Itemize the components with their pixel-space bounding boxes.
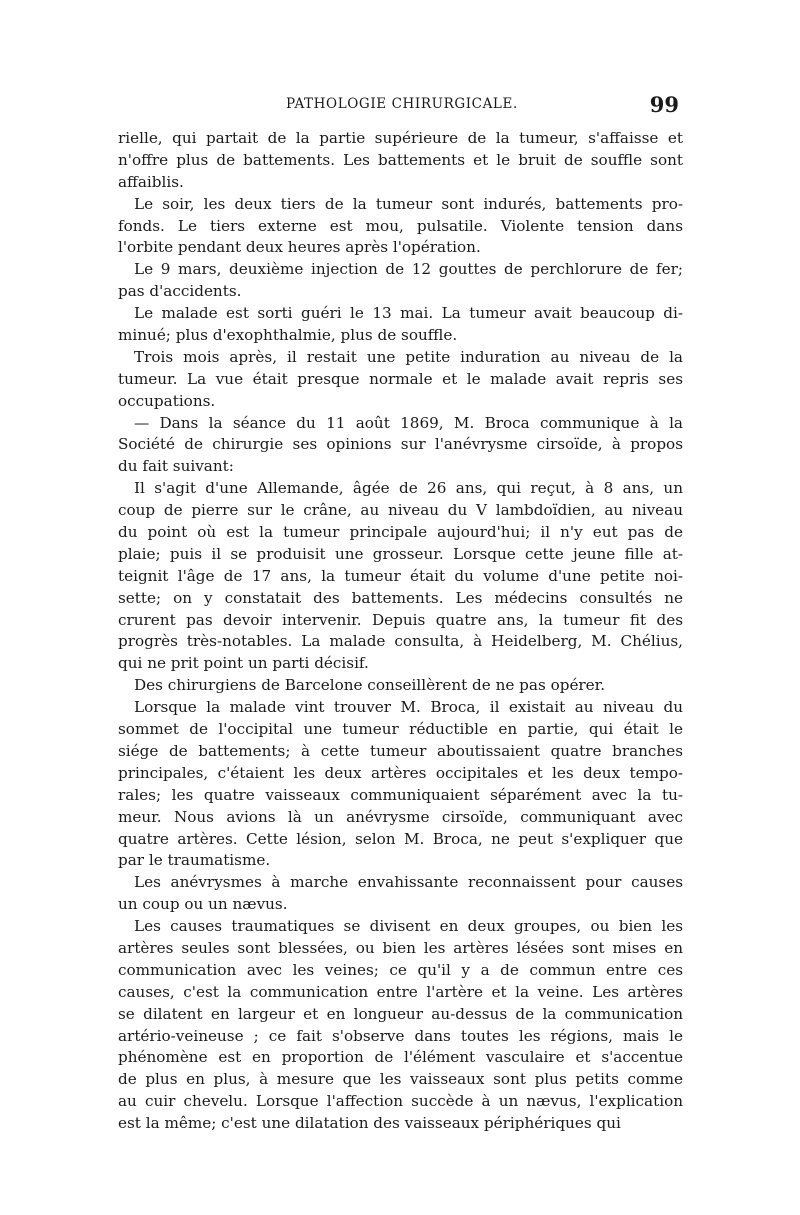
running-title: PATHOLOGIE CHIRURGICALE. [286,96,518,112]
paragraph [118,675,683,697]
text-line: Le soir, les deux tiers de la tumeur sont indurés, battements pro- [134,194,683,213]
text-line: du point où est la tumeur principale aujourd'hui; il n'y eut pas de [118,523,683,542]
text-line: sommet de l'occipital une tumeur réductible en partie, qui était le [118,720,683,739]
document-page [118,92,683,1135]
text-line: Trois mois après, il restait une petite induration au niveau de la [134,347,683,366]
text-line: rielle, qui partait de la partie supérieure de la tumeur, s'affaisse et [118,129,683,147]
paragraph [118,347,683,413]
text-line: au cuir chevelu. Lorsque l'affection succède à un nævus, l'explication [118,1092,683,1111]
text-line: est la même; c'est une dilatation des vaisseaux périphériques qui [118,1114,621,1133]
text-line: se dilatent en largeur et en longueur au-dessus de la communication [118,1004,683,1023]
page-number: 99 [649,92,679,117]
text-line: pas d'accidents. [118,282,242,301]
text-line: teignit l'âge de 17 ans, la tumeur était du volume d'une petite noi- [118,566,683,585]
running-header [118,92,683,118]
paragraph [118,413,683,479]
text-line: coup de pierre sur le crâne, au niveau du V lambdoïdien, au niveau [118,501,683,520]
text-line: du fait suivant: [118,457,234,476]
text-line: n'offre plus de battements. Les battements et le bruit de souffle sont [118,150,683,169]
text-line: progrès très-notables. La malade consulta, à Heidelberg, M. Chélius, [118,632,683,651]
text-line: plaie; puis il se produisit une grosseur. Lorsque cette jeune fille at- [118,544,683,563]
text-line: Les causes traumatiques se divisent en deux groupes, ou bien les [134,917,683,936]
text-line: phénomène est en proportion de l'élément vasculaire et s'accentue [118,1048,683,1067]
text-line: communication avec les veines; ce qu'il y a de commun entre ces [118,960,683,979]
text-line: quatre artères. Cette lésion, selon M. Broca, ne peut s'expliquer que [118,829,683,848]
text-line: meur. Nous avions là un anévrysme cirsoïde, communiquant avec [118,807,683,826]
text-line: tumeur. La vue était presque normale et le malade avait repris ses [118,369,683,388]
text-line: siége de battements; à cette tumeur aboutissaient quatre branches [118,741,683,760]
text-line: sette; on y constatait des battements. Les médecins consultés ne [118,588,683,607]
text-line: Lorsque la malade vint trouver M. Broca, il existait au niveau du [134,698,683,717]
text-line: Le malade est sorti guéri le 13 mai. La tumeur avait beaucoup di- [134,304,683,323]
paragraph [118,128,683,194]
text-line: Le 9 mars, deuxième injection de 12 gouttes de perchlorure de fer; [134,260,683,279]
text-line: Les anévrysmes à marche envahissante reconnaissent pour causes [134,873,683,892]
text-line: fonds. Le tiers externe est mou, pulsatile. Violente tension dans [118,216,683,235]
text-line: un coup ou un nævus. [118,895,288,914]
body-text [118,128,683,1135]
text-line: par le traumatisme. [118,851,271,870]
paragraph [118,916,683,1135]
text-line: Société de chirurgie ses opinions sur l'anévrysme cirsoïde, à propos [118,435,683,454]
text-line: occupations. [118,391,216,410]
text-line: de plus en plus, à mesure que les vaisseaux sont plus petits comme [118,1070,683,1089]
text-line: l'orbite pendant deux heures après l'opération. [118,238,481,257]
text-line: Il s'agit d'une Allemande, âgée de 26 ans, qui reçut, à 8 ans, un [134,479,683,498]
text-line: rales; les quatre vaisseaux communiquaient séparément avec la tu- [118,785,683,804]
text-line: qui ne prit point un parti décisif. [118,654,369,673]
paragraph [118,303,683,347]
text-line: artério-veineuse ; ce fait s'observe dans toutes les régions, mais le [118,1026,683,1045]
paragraph [118,697,683,872]
text-line: causes, c'est la communication entre l'artère et la veine. Les artères [118,982,683,1001]
text-line: artères seules sont blessées, ou bien les artères lésées sont mises en [118,938,683,957]
text-line: — Dans la séance du 11 août 1869, M. Broca communique à la [134,413,683,432]
text-line: Des chirurgiens de Barcelone conseillèrent de ne pas opérer. [134,676,606,695]
text-line: crurent pas devoir intervenir. Depuis quatre ans, la tumeur fit des [118,610,683,629]
text-line: principales, c'étaient les deux artères occipitales et les deux tempo- [118,763,683,782]
text-line: minué; plus d'exophthalmie, plus de souffle. [118,326,458,345]
paragraph [118,194,683,260]
text-line: affaiblis. [118,172,184,191]
paragraph [118,478,683,675]
paragraph [118,259,683,303]
paragraph [118,872,683,916]
